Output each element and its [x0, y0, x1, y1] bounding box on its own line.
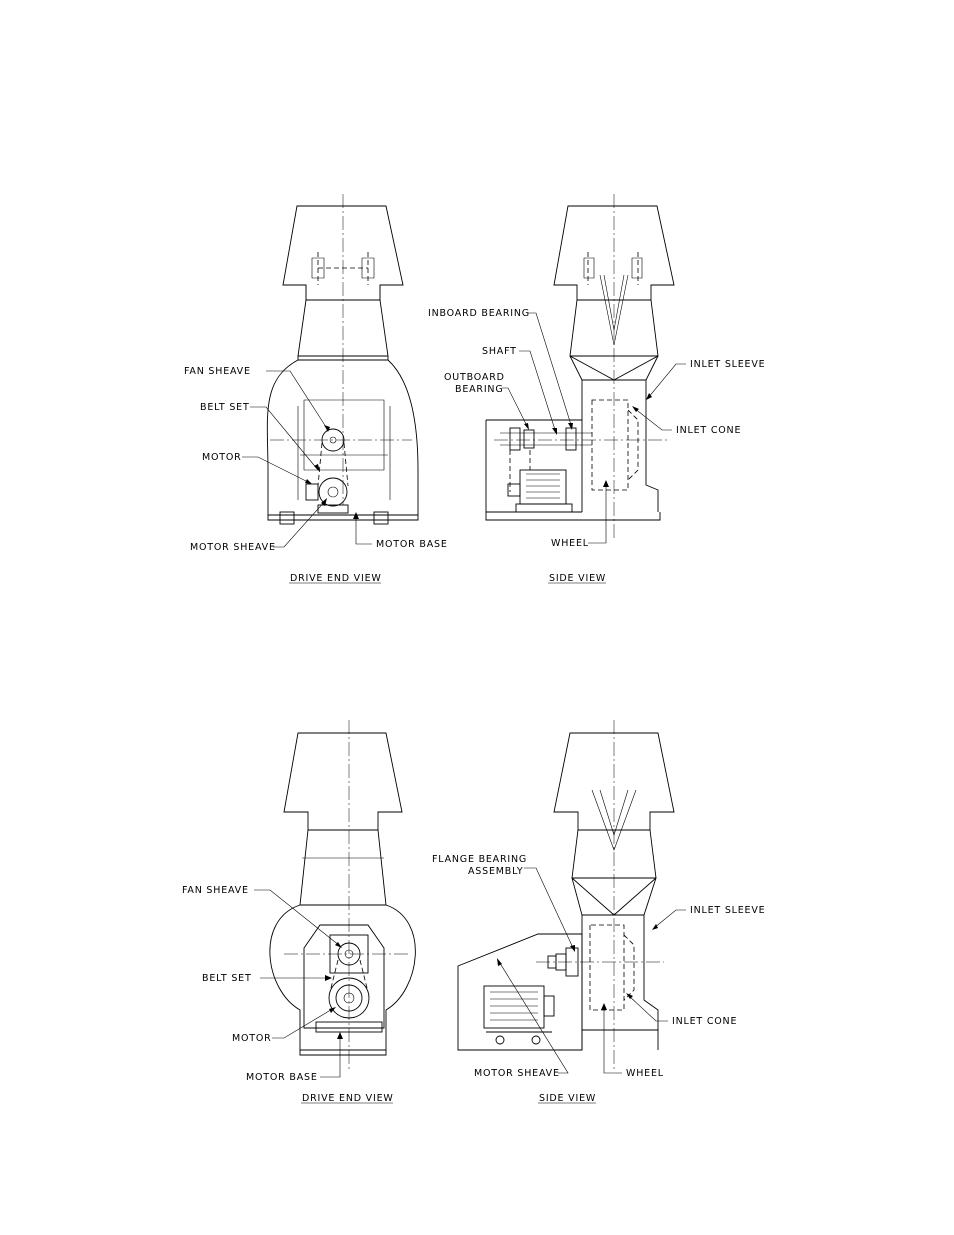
- bottom-side-view: [458, 720, 674, 1070]
- bottom-drive-end-view: [270, 720, 415, 1070]
- leader-motor-b: [272, 1008, 334, 1038]
- label-wheel: WHEEL: [551, 538, 589, 549]
- top-drive-end-view: [267, 194, 418, 524]
- leader-inlet-sleeve-b: [654, 910, 686, 928]
- leader-inlet-sleeve: [648, 364, 686, 398]
- leader-fan-sheave-b: [254, 890, 340, 946]
- label-outboard-bearing-2: BEARING: [455, 384, 504, 395]
- label-inlet-sleeve: INLET SLEEVE: [690, 359, 766, 370]
- label-motor-base-b: MOTOR BASE: [246, 1072, 318, 1083]
- label-inlet-cone-b: INLET CONE: [672, 1016, 738, 1027]
- leader-inlet-cone: [634, 408, 672, 430]
- leader-outboard-bearing: [502, 388, 528, 428]
- top-side-view: [486, 194, 674, 540]
- leader-inlet-cone-b: [628, 995, 668, 1021]
- label-inboard-bearing: INBOARD BEARING: [428, 308, 530, 319]
- label-motor-base: MOTOR BASE: [376, 539, 448, 550]
- leader-wheel-b: [604, 1005, 622, 1073]
- label-belt-set-b: BELT SET: [202, 973, 252, 984]
- label-shaft: SHAFT: [482, 346, 517, 357]
- label-motor-sheave-b: MOTOR SHEAVE: [474, 1068, 560, 1079]
- label-wheel-b: WHEEL: [626, 1068, 664, 1079]
- caption-side-view-b: SIDE VIEW: [539, 1093, 597, 1104]
- label-inlet-cone: INLET CONE: [676, 425, 742, 436]
- leader-wheel: [588, 482, 606, 543]
- label-fan-sheave-b: FAN SHEAVE: [182, 885, 249, 896]
- top-side-labels: [428, 308, 765, 584]
- bottom-side-labels: [432, 854, 765, 1104]
- caption-drive-end-view: DRIVE END VIEW: [290, 573, 382, 584]
- top-drive-end-labels: [184, 366, 448, 584]
- leader-fan-sheave: [266, 371, 328, 430]
- label-motor-b: MOTOR: [232, 1033, 272, 1044]
- leader-inboard-bearing: [528, 313, 572, 428]
- caption-drive-end-view-b: DRIVE END VIEW: [302, 1093, 394, 1104]
- label-motor-sheave: MOTOR SHEAVE: [190, 542, 276, 553]
- label-flange-bearing-1: FLANGE BEARING: [432, 854, 528, 865]
- leader-flange-bearing: [524, 868, 574, 950]
- leader-belt-set: [250, 407, 318, 470]
- caption-side-view: SIDE VIEW: [549, 573, 607, 584]
- label-flange-bearing-2: ASSEMBLY: [468, 866, 524, 877]
- leader-motor: [242, 457, 310, 483]
- label-belt-set: BELT SET: [200, 402, 250, 413]
- label-fan-sheave: FAN SHEAVE: [184, 366, 251, 377]
- leader-motor-sheave-b: [498, 960, 568, 1073]
- label-inlet-sleeve-b: INLET SLEEVE: [690, 905, 766, 916]
- label-outboard-bearing-1: OUTBOARD: [444, 372, 505, 383]
- label-motor: MOTOR: [202, 452, 242, 463]
- leader-motor-base-b: [320, 1034, 340, 1077]
